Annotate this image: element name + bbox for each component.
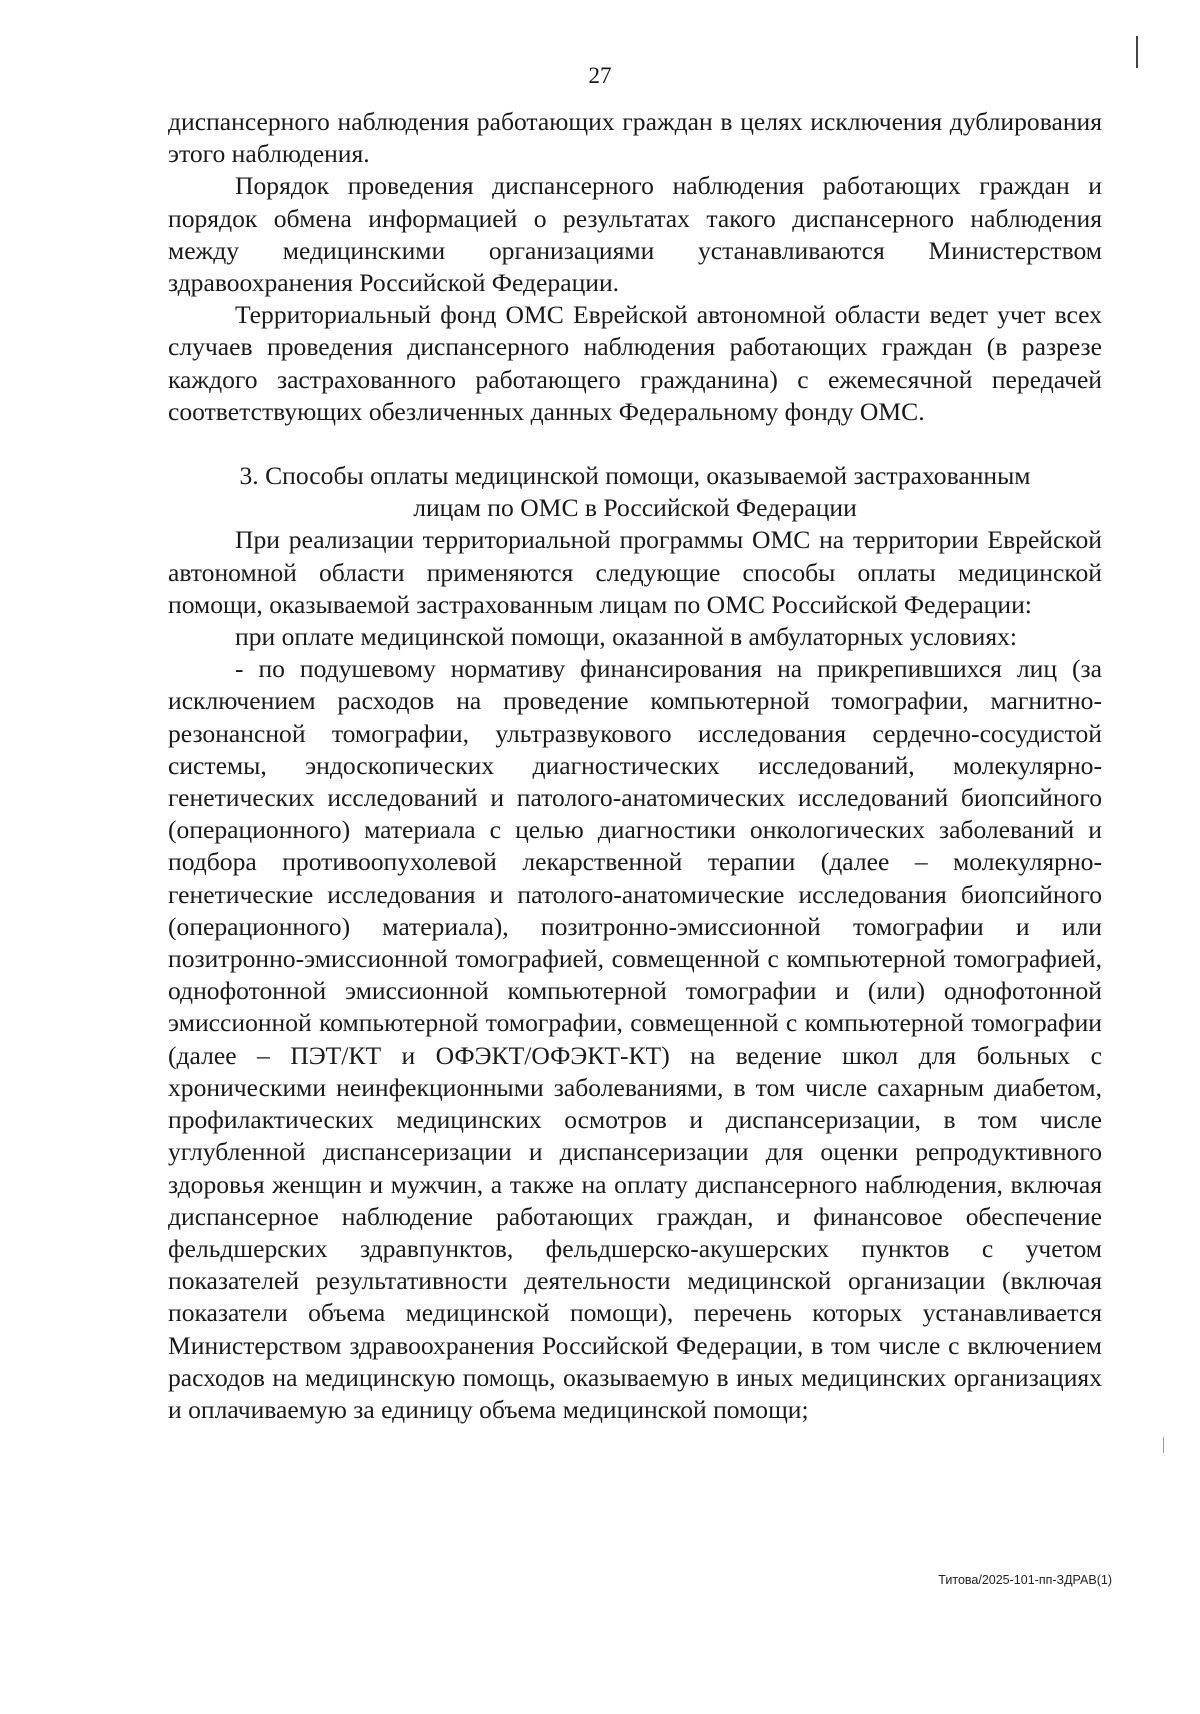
- paragraph-outpatient-payment: при оплате медицинской помощи, оказанной в амбулаторных условиях:: [235, 622, 1018, 652]
- paragraph-procedure: Порядок проведения диспансерного наблюдения работающих граждан и порядок обмена информацией о результатах такого диспансерного наблюдения между медицинскими организациями устанавливаются Министерством здравоохранения Российской Федерации.: [168, 171, 1102, 298]
- section-heading-line-1: 3. Способы оплаты медицинской помощи, оказываемой застрахованным: [239, 461, 1031, 491]
- paragraph-payment-methods-intro: При реализации территориальной программы ОМС на территории Еврейской автономной области применяются следующие способы оплаты медицинской помощи, оказываемой застрахованным лицам по ОМС Российской Федерации:: [168, 525, 1102, 619]
- page-number: 27: [588, 63, 612, 88]
- document-body: [168, 106, 1102, 1426]
- paragraph-per-capita-standard: - по подушевому нормативу финансирования на прикрепившихся лиц (за исключением расходов на проведение компьютерной томографии, магнитно-резонансной томографии, ультразвукового исследования сердечно-сосудистой системы, эндоскопических диагностических исследований, молекулярно-генетических исследований и патолого-анатомических исследований биопсийного (операционного) материала с целью диагностики онкологических заболеваний и подбора противоопухолевой лекарственной терапии (далее – молекулярно-генетические исследования и патолого-анатомические исследования биопсийного (операционного) материала), позитронно-эмиссионной томографии и или позитронно-эмиссионной томографией, совмещенной с компьютерной томографией, однофотонной эмиссионной компьютерной томографии и (или) однофотонной эмиссионной компьютерной томографии, совмещенной с компьютерной томографии (далее – ПЭТ/КТ и ОФЭКТ/ОФЭКТ-КТ) на ведение школ для больных с хроническими неинфекционными заболеваниями, в том числе сахарным диабетом, профилактических медицинских осмотров и диспансеризации, в том числе углубленной диспансеризации и диспансеризации для оценки репродуктивного здоровья женщин и мужчин, а также на оплату диспансерного наблюдения, включая диспансерное наблюдение работающих граждан, и финансовое обеспечение фельдшерских здравпунктов, фельдшерско-акушерских пунктов с учетом показателей результативности деятельности медицинской организации (включая показатели объема медицинской помощи), перечень которых устанавливается Министерством здравоохранения Российской Федерации, в том числе с включением расходов на медицинскую помощь, оказываемую в иных медицинских организациях и оплачиваемую за единицу объема медицинской помощи;: [168, 654, 1102, 1424]
- footer-document-code: Титова/2025-101-пп-ЗДРАВ(1): [938, 1573, 1112, 1587]
- paragraph-territorial-fund: Территориальный фонд ОМС Еврейской автономной области ведет учет всех случаев проведения диспансерного наблюдения работающих граждан (в разрезе каждого застрахованного работающего гражданина) с ежемесячной передачей соответствующих обезличенных данных Федеральному фонду ОМС.: [168, 300, 1102, 426]
- section-heading-line-2: лицам по ОМС в Российской Федерации: [413, 493, 857, 523]
- scan-margin-tick: [1163, 1437, 1164, 1453]
- paragraph-continuation: диспансерного наблюдения работающих граждан в целях исключения дублирования этого наблюдения.: [168, 107, 1102, 169]
- section-heading: [168, 460, 1102, 524]
